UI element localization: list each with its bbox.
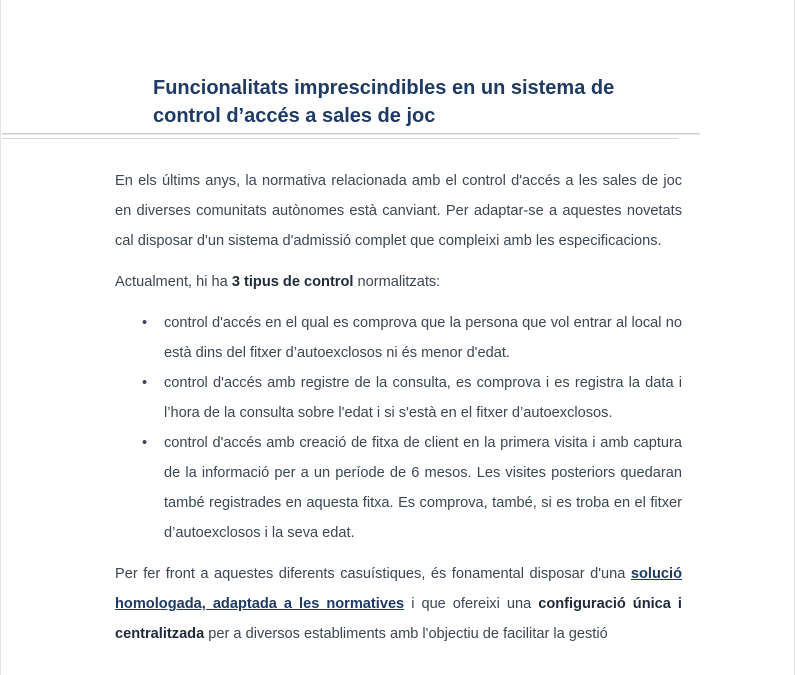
homologated-solution-link[interactable]: solució homologada, adaptada a les normatives [115, 566, 682, 612]
article-title: Funcionalitats imprescindibles en un sistema de control d’accés a sales de joc [153, 77, 615, 127]
types-paragraph [115, 267, 682, 297]
closing-mid: i que ofereixi una [404, 596, 539, 612]
title-divider-secondary [2, 138, 678, 139]
control-types-list [115, 308, 682, 548]
types-prefix: Actualment, hi ha [115, 274, 232, 290]
closing-suffix: per a diversos establiments amb l'objectiu de facilitar la gestió [204, 626, 608, 642]
list-item [142, 368, 682, 428]
intro-paragraph: En els últims anys, la normativa relacionada amb el control d'accés a les sales de joc en diverses comunitats autònomes està canviant. Per adaptar-se a aquestes novetats cal disposar d'un sistema d'admissió complet que compleixi amb les especificacions. [115, 173, 682, 249]
closing-bold: configuració única i centralitzada [115, 596, 682, 642]
title-divider [2, 133, 700, 135]
list-item [142, 308, 682, 368]
bullet-icon: • [142, 315, 148, 331]
list-item [142, 428, 682, 548]
closing-prefix: Per fer front a aquestes diferents casuístiques, és fonamental disposar d'una [115, 566, 631, 582]
types-suffix: normalitzats: [353, 274, 441, 290]
list-item-text: control d'accés amb registre de la consulta, es comprova i es registra la data i l’hora de la consulta sobre l'edat i si s'està en el fitxer d’autoexclosos. [164, 375, 682, 421]
bullet-icon: • [142, 375, 148, 391]
types-bold: 3 tipus de control [231, 274, 354, 290]
list-item-text: control d'accés en el qual es comprova que la persona que vol entrar al local no està dins del fitxer d’autoexclosos ni és menor d'edat. [164, 315, 682, 361]
closing-paragraph [115, 559, 682, 649]
bullet-icon: • [142, 435, 148, 451]
list-item-text: control d'accés amb creació de fitxa de client en la primera visita i amb captura de la informació per a un període de 6 mesos. Les visites posteriors quedaran també registrades en aquesta fitxa. Es comprova, també, si es troba en el fitxer d’autoexclosos i la seva edat. [164, 435, 682, 541]
article-body [115, 166, 682, 660]
